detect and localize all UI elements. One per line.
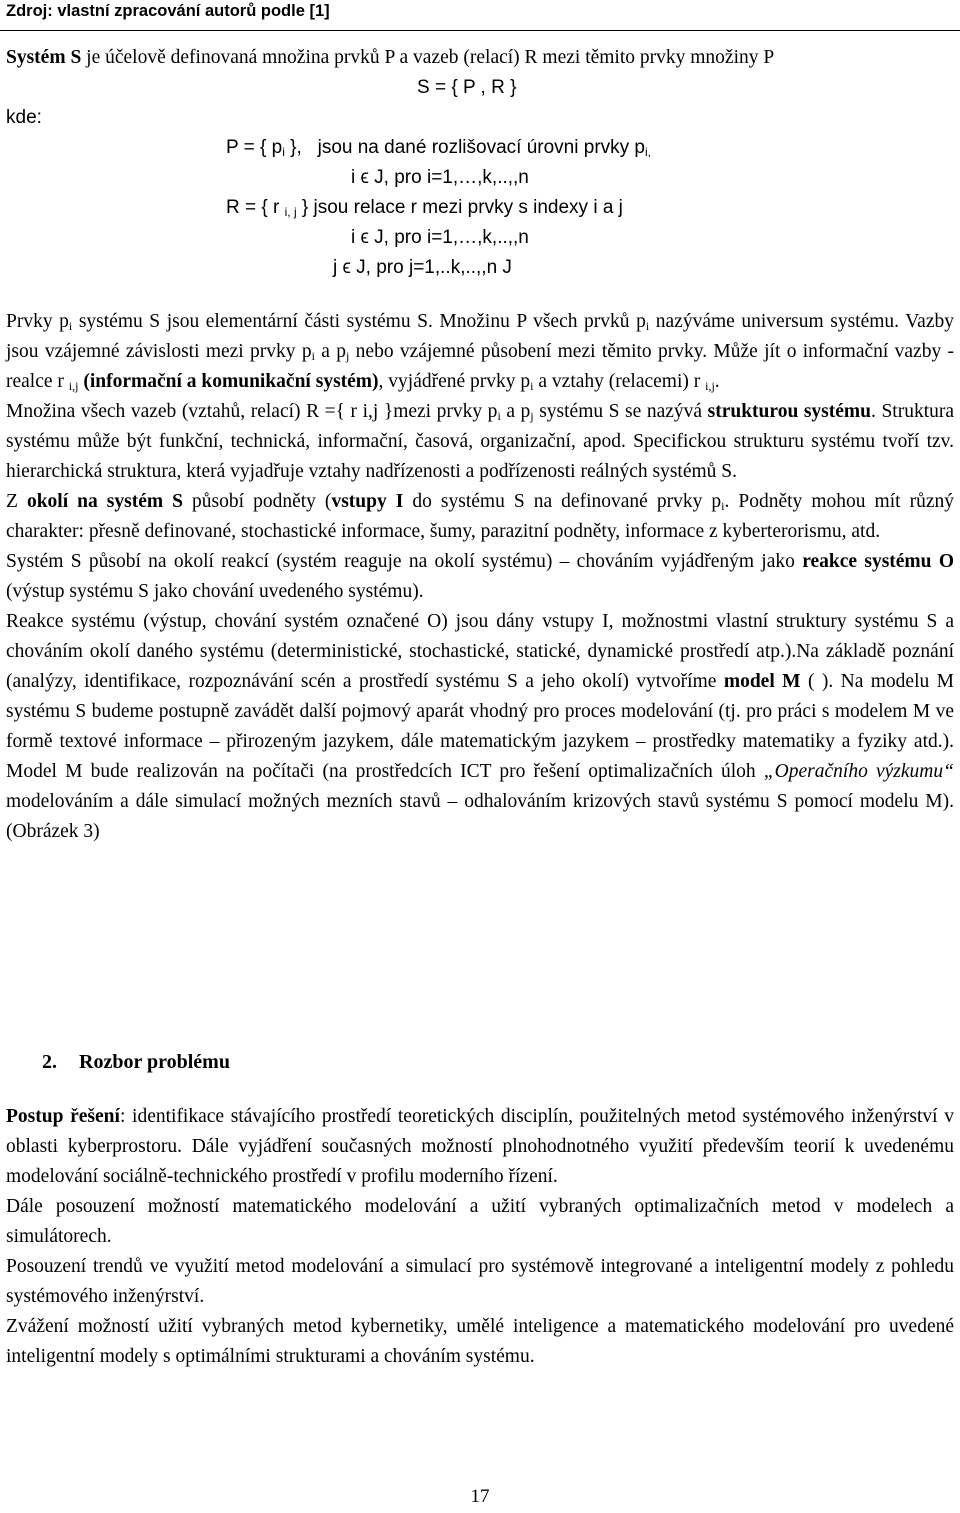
paragraph-structure: Množina všech vazeb (vztahů, relací) R ={ r i,j }mezi prvky $p_i$ a $p_j$ systému S se nazývá strukturou systému. Struktura systému může být funkční, technická, informační, časová, organizační, apod. Specifickou strukturu systému tvoří tzv. hierarchická struktura, která vyjadřuje vztahy nadřízenosti a podřízenosti reálných systémů S. [6,401,955,482]
source-caption: Zdroj: vlastní zpracování autorů podle [1] [6,2,330,20]
section-title: Rozbor problému [79,1051,230,1073]
page-number: 17 [470,1486,490,1507]
paragraph-consideration: Zvážení možností užití vybraných metod kybernetiky, umělé inteligence a matematického modelování pro uvedené inteligentní modely s optimálními strukturami a chováním systému. [6,1316,954,1367]
p-index-range: i ϵ J, pro i=1,…,k,..,,n [351,167,529,188]
bold-term: Systém S [6,47,82,68]
paragraph-elements: Prvky $p_i$ systému S jsou elementární části systému S. Množinu P všech prvků $p_i$ nazýváme universum systému. Vazby jsou vzájemné závislosti mezi prvky $p_i$ a $p_j$ nebo vzájemné působení mezi těmito prvky. Může jít o informační vazby - realce r $_{i,j}$ (informační a komunikační systém), vyjádřené prvky $p_i$ a vztahy (relacemi) r $_{i,j}$. [6,311,955,393]
paragraph-inputs: Z okolí na systém S působí podněty (vstupy I do systému S na definované prvky $p_i$. Podněty mohou mít různý charakter: přesně definované, stochastické informace, šumy, parazitní podněty, informace z kyberterorismu, atd. [6,491,954,542]
p-definition: P = { $p_i$ }, jsou na dané rozlišovací úrovni prvky $p_{i,}$ [226,137,651,159]
paragraph-trends: Posouzení trendů ve využití metod modelování a simulací pro systémově integrované a inteligentní modely z pohledu systémového inženýrství. [6,1256,954,1307]
r-definition: R = { r $_{i, j}$ } jsou relace r mezi prvky s indexy i a j [226,197,623,219]
kde-label: kde: [6,107,42,128]
section-number: 2. [42,1051,57,1073]
paragraph-reaction: Systém S působí na okolí reakcí (systém reaguje na okolí systému) – chováním vyjádřeným jako reakce systému O (výstup systému S jako chování uvedeného systému). [6,551,954,602]
section-heading [42,1051,230,1074]
intro-paragraph: Systém S je účelově definovaná množina prvků P a vazeb (relací) R mezi těmito prvky množiny P [6,47,775,68]
spacer [6,283,954,307]
section-body [6,1102,954,1372]
paragraph-assessment: Dále posouzení možností matematického modelování a užití vybraných optimalizačních metod v modelech a simulátorech. [6,1196,954,1247]
system-definition-formula: S = { P , R } [417,77,517,98]
paragraph-solution: Postup řešení: identifikace stávajícího prostředí teoretických disciplín, použitelných metod systémového inženýrství v oblasti kyberprostoru. Dále vyjádření současných možností plnohodnotného využití především teorií k uvedenému modelování sociálně-technického prostředí v profilu moderního řízení. [6,1106,955,1187]
r-index-range-j: j ϵ J, pro j=1,..k,..,,n J [333,257,512,278]
r-index-range-i: i ϵ J, pro i=1,…,k,..,,n [351,227,529,248]
paragraph-model: Reakce systému (výstup, chování systém označené O) jsou dány vstupy I, možnostmi vlastní struktury systému S a chováním okolí daného systému (deterministické, stochastické, statické, dynamické prostředí atp.).Na základě poznání (analýzy, identifikace, rozpoznávání scén a prostředí systému S a jeho okolí) vytvoříme model M ( ). Na modelu M systému S budeme postupně zavádět další pojmový aparát vhodný pro proces modelování (tj. pro práci s modelem M ve formě textové informace – přirozeným jazykem, dále matematickým jazykem – prostředky matematiky a fyziky atd.). Model M bude realizován na počítači (na prostředcích ICT pro řešení optimalizačních úloh „Operačního výzkumu“ modelováním a dále simulací možných mezních stavů – odhalováním krizových stavů systému S pomocí modelu M). (Obrázek 3) [6,611,954,842]
body-text [6,43,954,847]
separator-line [0,30,960,31]
